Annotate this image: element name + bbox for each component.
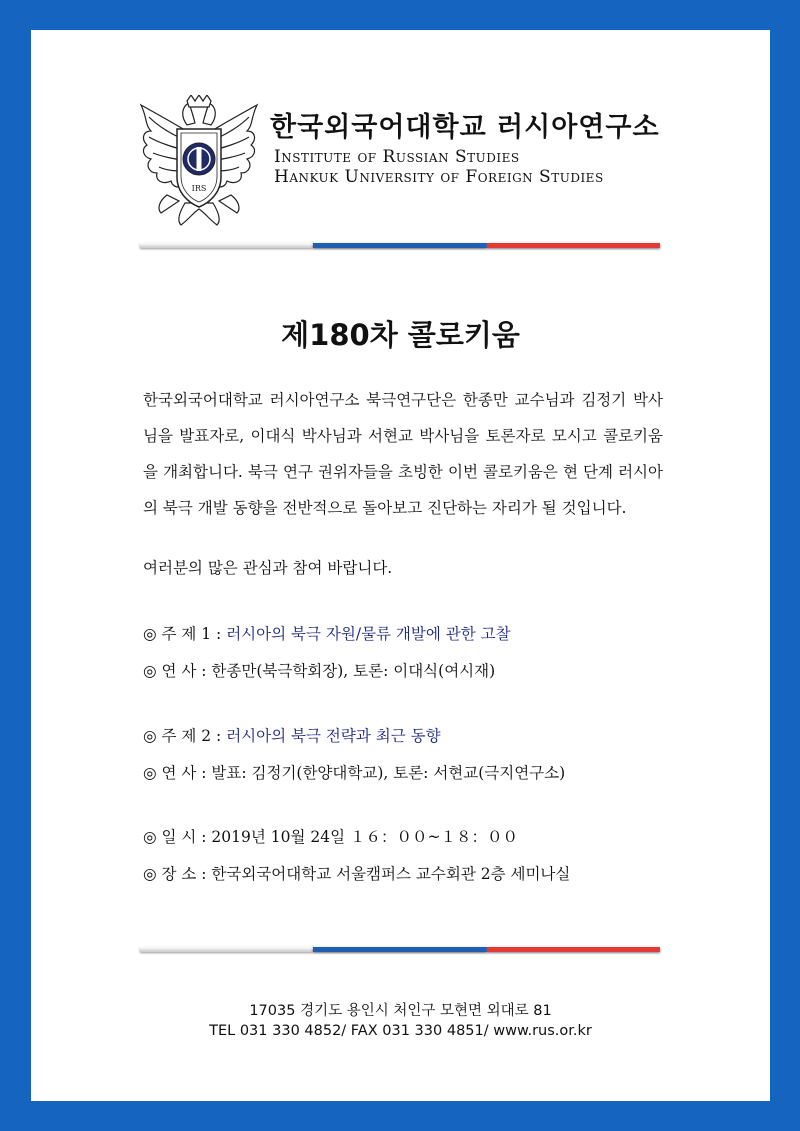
org-name-english-line1: Institute of Russian Studies — [274, 147, 520, 167]
topic-1-value: 러시아의 북극 자원/물류 개발에 관한 고찰 — [226, 625, 511, 643]
topic-2-value: 러시아의 북극 전략과 최근 동향 — [226, 727, 441, 745]
topic-2-label: ◎ 주 제 2 : — [143, 727, 227, 745]
speaker-1: ◎ 연 사 : 한종만(북극학회장), 토론: 이대식(여시재) — [143, 662, 496, 680]
footer-contact: TEL 031 330 4852/ FAX 031 330 4851/ www.rus.or.kr — [209, 1023, 592, 1039]
tricolor-divider-top — [140, 243, 660, 248]
org-name-korean: 한국외국어대학교 러시아연구소 — [270, 112, 660, 143]
invitation-text: 여러분의 많은 관심과 참여 바랍니다. — [143, 559, 393, 577]
topic-1 — [143, 622, 511, 644]
poster-page — [31, 30, 770, 1101]
emblem-text: IRS — [191, 184, 207, 193]
event-place: ◎ 장 소 : 한국외국어대학교 서울캠퍼스 교수회관 2층 세미나실 — [143, 865, 571, 883]
footer-address: 17035 경기도 용인시 처인구 모현면 외대로 81 — [249, 1003, 552, 1019]
topic-2 — [143, 724, 441, 746]
header — [137, 95, 660, 235]
page-title: 제180차 콜로키움 — [281, 318, 520, 352]
event-datetime: ◎ 일 시 : 2019년 10월 24일 １６：００~１８：００ — [143, 828, 518, 846]
tricolor-divider-bottom — [140, 947, 660, 952]
double-headed-eagle-emblem-icon — [137, 95, 261, 227]
topic-1-label: ◎ 주 제 1 : — [143, 625, 227, 643]
intro-paragraph: 한국외국어대학교 러시아연구소 북극연구단은 한종만 교수님과 김정기 박사님을 발표자로, 이대식 박사님과 서현교 박사님을 토론자로 모시고 콜로키움을 개최합니다. 북극 연구 권위자들을 초빙한 이번 콜로키움은 현 단계 러시아의 북극 개발 동향을 전반적으로 돌아보고 진단하는 자리가 될 것입니다. — [143, 391, 663, 517]
org-name-english-line2: Hankuk University of Foreign Studies — [274, 167, 604, 187]
speaker-2: ◎ 연 사 : 발표: 김정기(한양대학교), 토론: 서현교(극지연구소) — [143, 764, 566, 782]
